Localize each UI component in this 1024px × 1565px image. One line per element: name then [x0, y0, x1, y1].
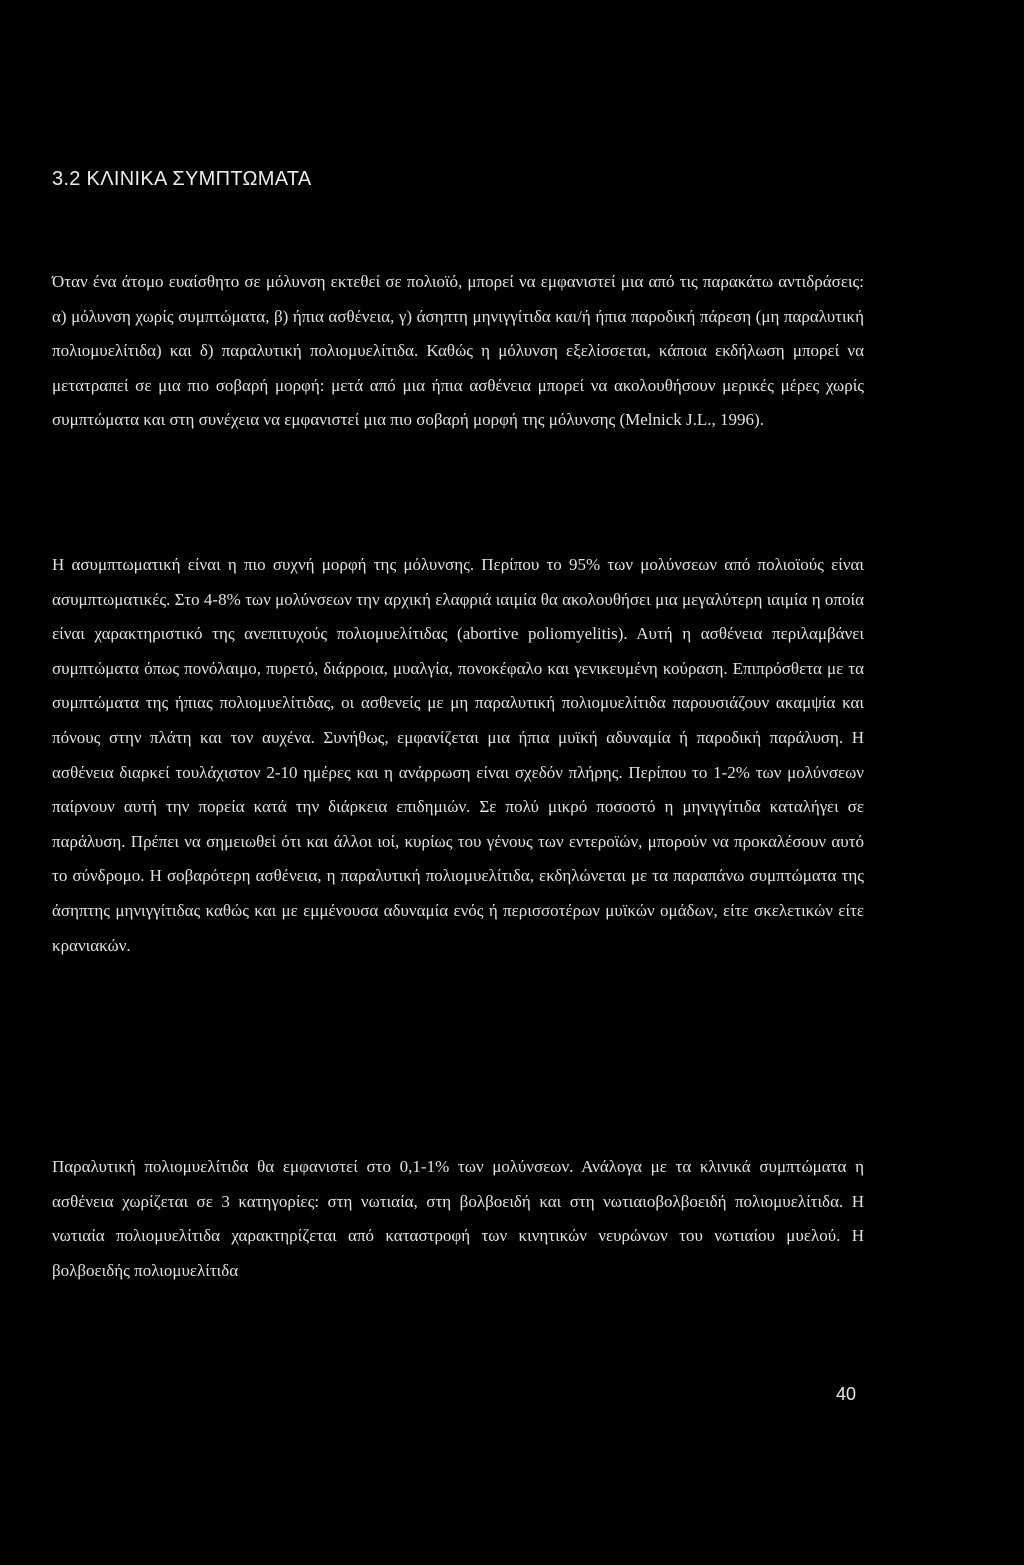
paragraph-paralytic: Παραλυτική πολιομυελίτιδα θα εμφανιστεί στο 0,1-1% των μολύνσεων. Ανάλογα με τα κλινικά συμπτώματα η ασθένεια χωρίζεται σε 3 κατηγορίες: στη νωτιαία, στη βολβοειδή και στη νωτιαιοβολβοειδή πολιομυελίτιδα. Η νωτιαία πολιομυελίτιδα χαρακτηρίζεται από καταστροφή των κινητικών νευρώνων του νωτιαίου μυελού. Η βολβοειδής πολιομυελίτιδα — [52, 1157, 864, 1280]
page-number: 40 — [836, 1384, 857, 1404]
paragraph-asymptomatic: Η ασυμπτωματική είναι η πιο συχνή μορφή της μόλυνσης. Περίπου το 95% των μολύνσεων από πολιοϊούς είναι ασυμπτωματικές. Στο 4-8% των μολύνσεων την αρχική ελαφριά ιαιμία θα ακολουθήσει μια μεγαλύτερη ιαιμία η οποία είναι χαρακτηριστικό της ανεπιτυχούς πολιομυελίτιδας (abortive poliomyelitis). Αυτή η ασθένεια περιλαμβάνει συμπτώματα όπως πονόλαιμο, πυρετό, διάρροια, μυαλγία, πονοκέφαλο και γενικευμένη κούραση. Επιπρόσθετα με τα συμπτώματα της ήπιας πολιομυελίτιδας, οι ασθενείς με μη παραλυτική πολιομυελίτιδα παρουσιάζουν ακαμψία και πόνους στην πλάτη και τον αυχένα. Συνήθως, εμφανίζεται μια ήπια μυϊκή αδυναμία ή παροδική παράλυση. Η ασθένεια διαρκεί τουλάχιστον 2-10 ημέρες και η ανάρρωση είναι σχεδόν πλήρης. Περίπου το 1-2% των μολύνσεων παίρνουν αυτή την πορεία κατά την διάρκεια επιδημιών. Σε πολύ μικρό ποσοστό η μηνιγγίτιδα καταλήγει σε παράλυση. Πρέπει να σημειωθεί ότι και άλλοι ιοί, κυρίως του γένους των εντεροϊών, μπορούν να προκαλέσουν αυτό το σύνδρομο. Η σοβαρότερη ασθένεια, η παραλυτική πολιομυελίτιδα, εκδηλώνεται με τα παραπάνω συμπτώματα της άσηπτης μηνιγγίτιδας καθώς και με εμμένουσα αδυναμία ενός ή περισσοτέρων μυϊκών ομάδων, είτε σκελετικών είτε κρανιακών. — [52, 555, 864, 955]
section-heading: 3.2 ΚΛΙΝΙΚΑ ΣΥΜΠΤΩΜΑΤΑ — [52, 168, 312, 190]
paragraph-introduction: Όταν ένα άτομο ευαίσθητο σε μόλυνση εκτεθεί σε πολιοϊό, μπορεί να εμφανιστεί μια από τις παρακάτω αντιδράσεις: α) μόλυνση χωρίς συμπτώματα, β) ήπια ασθένεια, γ) άσηπτη μηνιγγίτιδα και/ή ήπια παροδική πάρεση (μη παραλυτική πολιομυελίτιδα) και δ) παραλυτική πολιομυελίτιδα. Καθώς η μόλυνση εξελίσσεται, κάποια εκδήλωση μπορεί να μετατραπεί σε μια πιο σοβαρή μορφή: μετά από μια ήπια ασθένεια μπορεί να ακολουθήσουν μερικές μέρες χωρίς συμπτώματα και στη συνέχεια να εμφανιστεί μια πιο σοβαρή μορφή της μόλυνσης (Melnick J.L., 1996). — [52, 272, 864, 430]
